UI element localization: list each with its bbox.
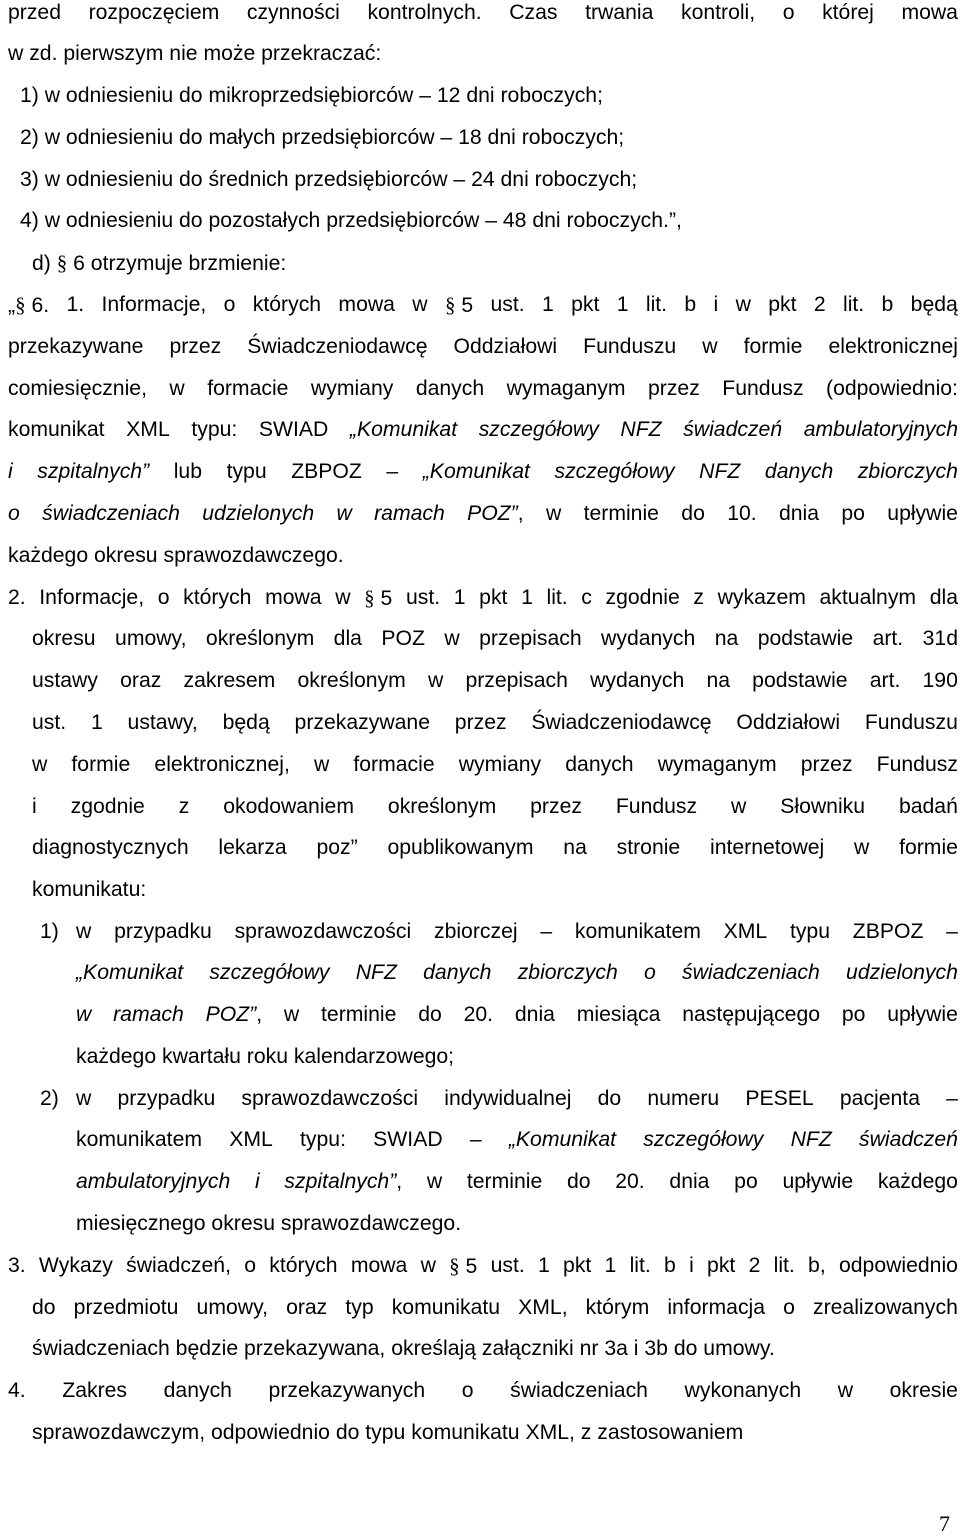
list-item: 2) w odniesieniu do małych przedsiębiorców – 18 dni roboczych; bbox=[20, 126, 625, 149]
text-line: okresu umowy, określonym dla POZ w przepisach wydanych na podstawie art. 31d bbox=[32, 627, 958, 650]
text-line: w formie elektronicznej, w formacie wymiany danych wymaganym przez Fundusz bbox=[32, 753, 958, 776]
text-line: przekazywane przez Świadczeniodawcę Oddziałowi Funduszu w formie elektronicznej bbox=[8, 335, 958, 358]
list-item: w przypadku sprawozdawczości indywidualnej do numeru PESEL pacjenta – bbox=[76, 1087, 958, 1110]
text-line: każdego okresu sprawozdawczego. bbox=[8, 544, 344, 567]
list-item: 4) w odniesieniu do pozostałych przedsiębiorców – 48 dni roboczych.”, bbox=[20, 209, 682, 232]
list-item: komunikatem XML typu: SWIAD – „Komunikat szczegółowy NFZ świadczeń bbox=[76, 1128, 958, 1151]
text-line: i szpitalnych” lub typu ZBPOZ – „Komunikat szczegółowy NFZ danych zbiorczych bbox=[8, 460, 958, 483]
list-item: „Komunikat szczegółowy NFZ danych zbiorczych o świadczeniach udzielonych bbox=[76, 961, 958, 984]
text-line: świadczeniach będzie przekazywana, określają załączniki nr 3a i 3b do umowy. bbox=[32, 1337, 775, 1360]
text-line: d) § 6 otrzymuje brzmienie: bbox=[32, 251, 287, 275]
list-number: 2) bbox=[40, 1087, 59, 1110]
list-item: ambulatoryjnych i szpitalnych”, w terminie do 20. dnia po upływie każdego bbox=[76, 1170, 958, 1193]
text-line: i zgodnie z okodowaniem określonym przez Fundusz w Słowniku badań bbox=[32, 795, 958, 818]
text-line: o świadczeniach udzielonych w ramach POZ”, w terminie do 10. dnia po upływie bbox=[8, 502, 958, 525]
text-line: diagnostycznych lekarza poz” opublikowanym na stronie internetowej w formie bbox=[32, 836, 958, 859]
text-line: do przedmiotu umowy, oraz typ komunikatu XML, którym informacja o zrealizowanych bbox=[32, 1296, 958, 1319]
text-line: sprawozdawczym, odpowiednio do typu komunikatu XML, z zastosowaniem bbox=[32, 1421, 744, 1444]
list-number: 1) bbox=[40, 920, 59, 943]
text-line: komunikatu: bbox=[32, 878, 147, 901]
text-line: ust. 1 ustawy, będą przekazywane przez Świadczeniodawcę Oddziałowi Funduszu bbox=[32, 711, 958, 734]
list-item: 3) w odniesieniu do średnich przedsiębiorców – 24 dni roboczych; bbox=[20, 168, 638, 191]
text-line: w zd. pierwszym nie może przekraczać: bbox=[8, 42, 382, 65]
text-line: przed rozpoczęciem czynności kontrolnych. Czas trwania kontroli, o której mowa bbox=[8, 1, 958, 24]
text-line: komunikat XML typu: SWIAD „Komunikat szczegółowy NFZ świadczeń ambulatoryjnych bbox=[8, 418, 958, 441]
list-item: w przypadku sprawozdawczości zbiorczej – komunikatem XML typu ZBPOZ – bbox=[76, 920, 958, 943]
text-line: comiesięcznie, w formacie wymiany danych wymaganym przez Fundusz (odpowiednio: bbox=[8, 377, 958, 400]
text-line: 4. Zakres danych przekazywanych o świadczeniach wykonanych w okresie bbox=[8, 1379, 958, 1402]
list-item: 1) w odniesieniu do mikroprzedsiębiorców – 12 dni roboczych; bbox=[20, 84, 603, 107]
list-item: miesięcznego okresu sprawozdawczego. bbox=[76, 1212, 462, 1235]
list-item: każdego kwartału roku kalendarzowego; bbox=[76, 1045, 455, 1068]
text-line: 3. Wykazy świadczeń, o których mowa w § 5 ust. 1 pkt 1 lit. b i pkt 2 lit. b, odpowiednio bbox=[8, 1254, 958, 1278]
page-number: 7 bbox=[939, 1511, 950, 1536]
text-line: 2. Informacje, o których mowa w § 5 ust. 1 pkt 1 lit. c zgodnie z wykazem aktualnym dla bbox=[8, 586, 958, 610]
text-line: „§ 6. 1. Informacje, o których mowa w § 5 ust. 1 pkt 1 lit. b i w pkt 2 lit. b będą bbox=[8, 293, 958, 317]
list-item: w ramach POZ”, w terminie do 20. dnia miesiąca następującego po upływie bbox=[76, 1003, 958, 1026]
text-line: ustawy oraz zakresem określonym w przepisach wydanych na podstawie art. 190 bbox=[32, 669, 958, 692]
